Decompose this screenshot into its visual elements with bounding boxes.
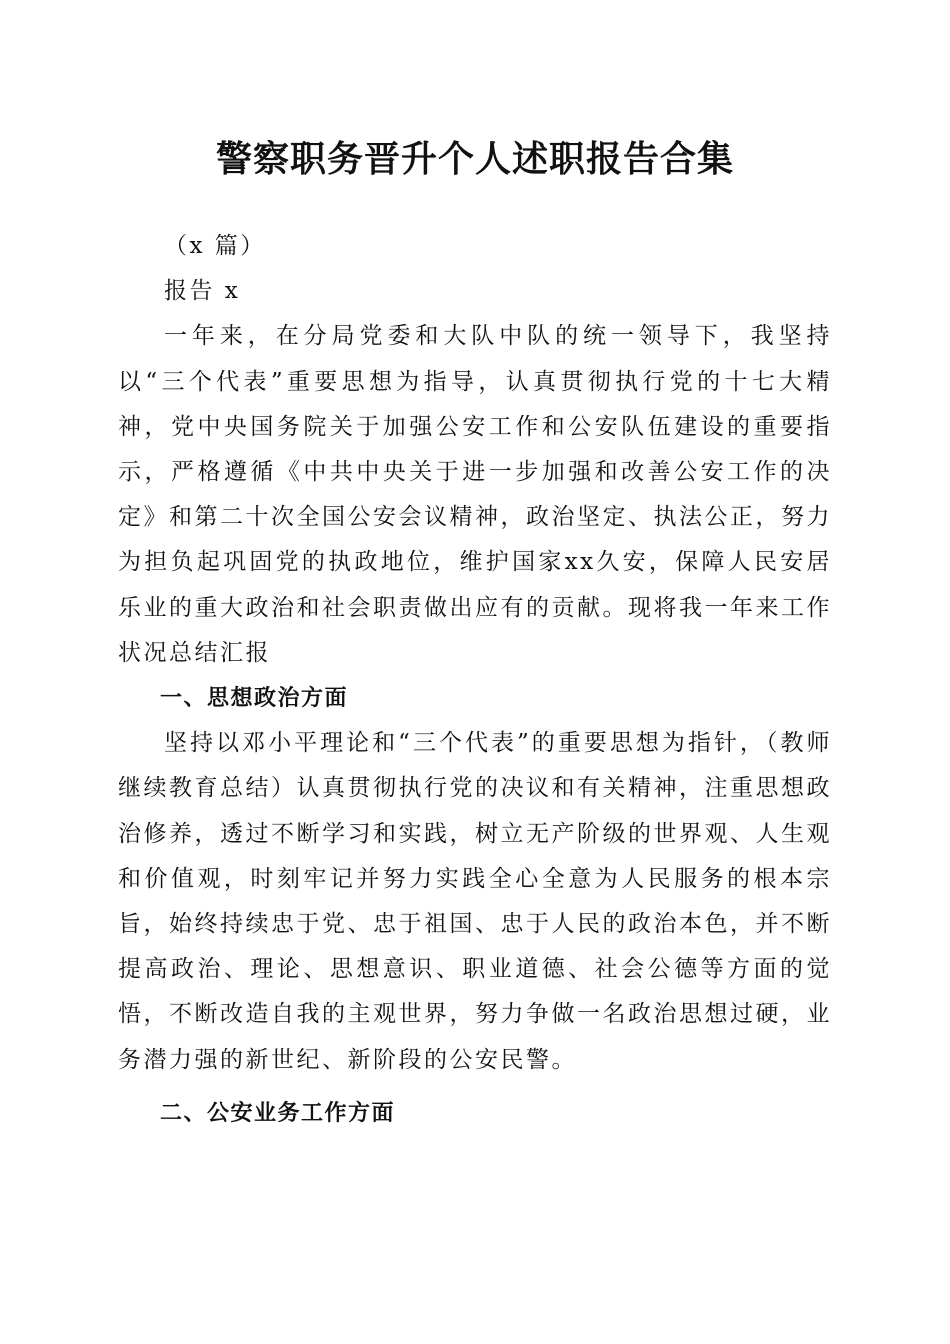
document-title: 警察职务晋升个人述职报告合集	[215, 139, 734, 180]
report-label: 报告 x	[164, 278, 241, 305]
document-body	[118, 224, 832, 1136]
section-heading-police-work: 二、公安业务工作方面	[160, 1100, 396, 1126]
intro-paragraph: 一年来，在分局党委和大队中队的统一领导下，我坚持以“三个代表”重要思想为指导，认真贯彻执行党的十七大精神，党中央国务院关于加强公安工作和公安队伍建设的重要指示，严格遵循《中共中央关于进一步加强和改善公安工作的决定》和第二十次全国公安会议精神，政治坚定、执法公正，努力为担负起巩固党的执政地位，维护国家xx久安，保障人民安居乐业的重大政治和社会职责做出应有的贡献。现将我一年来工作状况总结汇报	[118, 323, 832, 666]
subtitle-count: （x 篇）	[164, 233, 266, 259]
section-body-ideology: 坚持以邓小平理论和“三个代表”的重要思想为指针，（教师继续教育总结）认真贯彻执行党的决议和有关精神，注重思想政治修养，透过不断学习和实践，树立无产阶级的世界观、人生观和价值观，时刻牢记并努力实践全心全意为人民服务的根本宗旨，始终持续忠于党、忠于祖国、忠于人民的政治本色，并不断提高政治、理论、思想意识、职业道德、社会公德等方面的觉悟，不断改造自我的主观世界，努力争做一名政治思想过硬，业务潜力强的新世纪、新阶段的公安民警。	[118, 730, 832, 1073]
section-heading-ideology: 一、思想政治方面	[160, 686, 349, 712]
